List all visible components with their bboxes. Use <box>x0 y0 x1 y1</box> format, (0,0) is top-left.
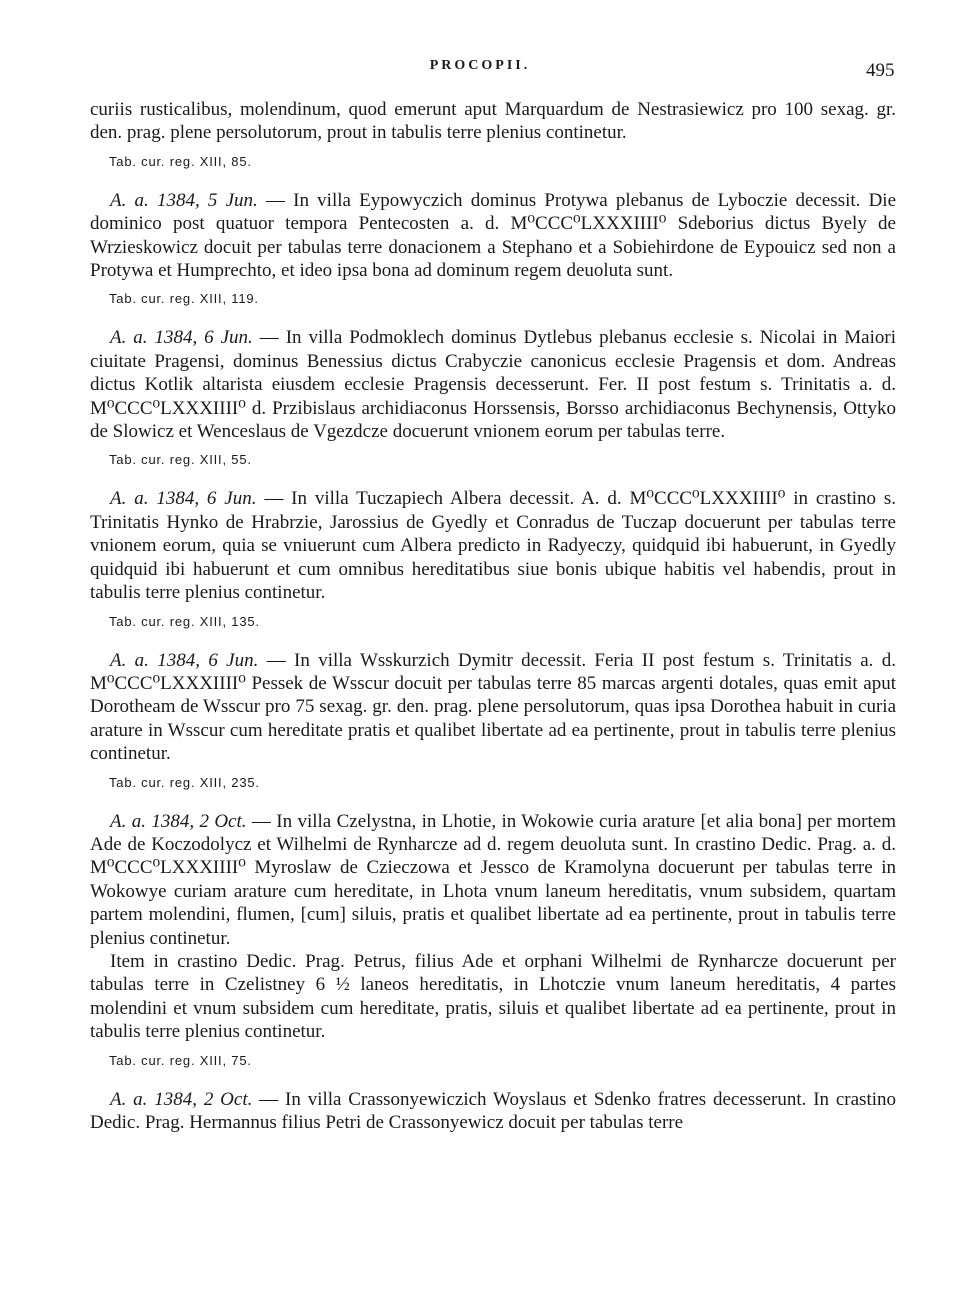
entry-date: A. a. 1384, 6 Jun. <box>110 327 253 349</box>
entry-text: — In villa Eypowyczich dominus Protywa plebanus de Lyboczie decessit. Die dominico post quatuor tempora Pentecosten a. d. M⁰CCC⁰LXXXIIII⁰ Sdeborius dictus Byely de Wrzieskowicz docuit per tabulas terre donacionem a Stephano et a Sobiehirdone de Eypouicz sed non a Protywa et Humprechto, et ideo ipsa bona ad dominum regem deuoluta sunt. <box>90 189 897 282</box>
page-number: 495 <box>866 60 895 81</box>
entry-text: — In villa Tuczapiech Albera decessit. A. d. M⁰CCC⁰LXXXIIII⁰ in crastino s. Trinitatis Hynko de Hrabrzie, Jarossius de Gyedly et Conradus de Tuczap docuerunt per tabulas terre vnionem eorum, quia se vniuerunt cum Albera predicto in Radyeczy, quidquid ibi habuerunt, in Gyedly quidquid ibi habuerunt et cum omnibus hereditatibus siue bonis ubique habitis vel habendis, prout in tabulis terre plenius continetur. <box>90 488 896 604</box>
opening-paragraph: curiis rusticalibus, molendinum, quod emerunt aput Marquardum de Nestrasiewicz pro 100 sexag. gr. den. prag. plene persolutorum, prout in tabulis terre plenius continetur. <box>90 99 896 144</box>
entry <box>90 487 896 629</box>
source-citation: Tab. cur. reg. XIII, 119. <box>109 291 259 307</box>
entry-paragraph <box>90 189 896 283</box>
entry <box>90 189 896 308</box>
entry <box>90 326 896 468</box>
entry-text: — In villa Crassonyewiczich Woyslaus et Sdenko fratres decesserunt. In crastino Dedic. Prag. Hermannus filius Petri de Crassonyewicz docuit per tabulas terre <box>90 1088 897 1133</box>
entry-date: A. a. 1384, 2 Oct. <box>110 810 247 832</box>
source-citation: Tab. cur. reg. XIII, 75. <box>109 1052 252 1068</box>
source-citation: Tab. cur. reg. XIII, 235. <box>109 774 260 790</box>
entry-date: A. a. 1384, 2 Oct. <box>110 1088 253 1110</box>
entry-text: — In villa Czelystna, in Lhotie, in Wokowie curia arature [et alia bona] per mortem Ade de Koczodolycz et Wilhelmi de Rynharcze ad d. regem deuoluta sunt. In crastino Dedic. Prag. a. d. M⁰CCC⁰LXXXIIII⁰ Myroslaw de Czieczowa et Jessco de Kramolyna docuerunt per tabulas terre in Wokowye curiam arature cum hereditate, in Lhota vnum laneum hereditatis, vnum subsidem, quartam partem molendini, flumen, [cum] siluis, pratis et qualibet libertate ad ea pertinente, prout in tabulis terre plenius continetur. <box>90 810 896 949</box>
entry-paragraph <box>90 649 896 766</box>
source-citation: Tab. cur. reg. XIII, 55. <box>109 452 252 468</box>
entry <box>90 1088 896 1135</box>
entry-paragraph <box>90 326 896 443</box>
entry <box>90 649 896 791</box>
opening-fragment <box>90 98 896 170</box>
entry-paragraph <box>90 810 896 950</box>
entry-date: A. a. 1384, 5 Jun. <box>110 189 258 211</box>
entry-date: A. a. 1384, 6 Jun. <box>110 488 257 510</box>
entry-paragraph <box>90 487 896 604</box>
source-citation: Tab. cur. reg. XIII, 135. <box>109 613 260 629</box>
running-head: PROCOPII. <box>429 58 531 73</box>
entry-text: — In villa Podmoklech dominus Dytlebus plebanus ecclesie s. Nicolai in Maiori ciuitate Pragensi, dominus Benessius dictus Crabyczie canonicus ecclesie Pragensis et dom. Andreas dictus Kotlik altarista eiusdem ecclesie Pragensis decesserunt. Fer. II post festum s. Trinitatis a. d. M⁰CCC⁰LXXXIIII⁰ d. Przibislaus archidiaconus Horssensis, Borsso archidiaconus Bechynensis, Ottyko de Slowicz et Wenceslaus de Vgezdcze docuerunt vnionem eorum per tabulas terre. <box>90 327 896 443</box>
entry-text: — In villa Wsskurzich Dymitr decessit. Feria II post festum s. Trinitatis a. d. M⁰CCC⁰LXXXIIII⁰ Pessek de Wsscur docuit per tabulas terre 85 marcas argenti dotales, quas emit aput Dorotheam de Wsscur pro 75 sexag. gr. den. prag. plene persolutorum, quas ipsa Dorothea habuit in curia arature in Wsscur cum hereditate pratis et qualibet libertate ad ea pertinente, prout in tabulis terre plenius continetur. <box>90 649 897 765</box>
entry <box>90 810 896 1069</box>
entry-paragraph-continued: Item in crastino Dedic. Prag. Petrus, filius Ade et orphani Wilhelmi de Rynharcze docuerunt per tabulas terre in Czelistney 6 ½ laneos hereditatis, in Lhotczie vnum laneum hereditatis, 4 partes molendini et vnum subsidem cum hereditate, pratis, siluis et qualibet libertate ad ea pertinente, prout in tabulis terre plenius continetur. <box>90 950 896 1043</box>
page-body <box>90 98 896 1153</box>
entry-paragraph <box>90 1088 896 1135</box>
source-citation: Tab. cur. reg. XIII, 85. <box>109 153 252 169</box>
entry-date: A. a. 1384, 6 Jun. <box>110 649 259 671</box>
